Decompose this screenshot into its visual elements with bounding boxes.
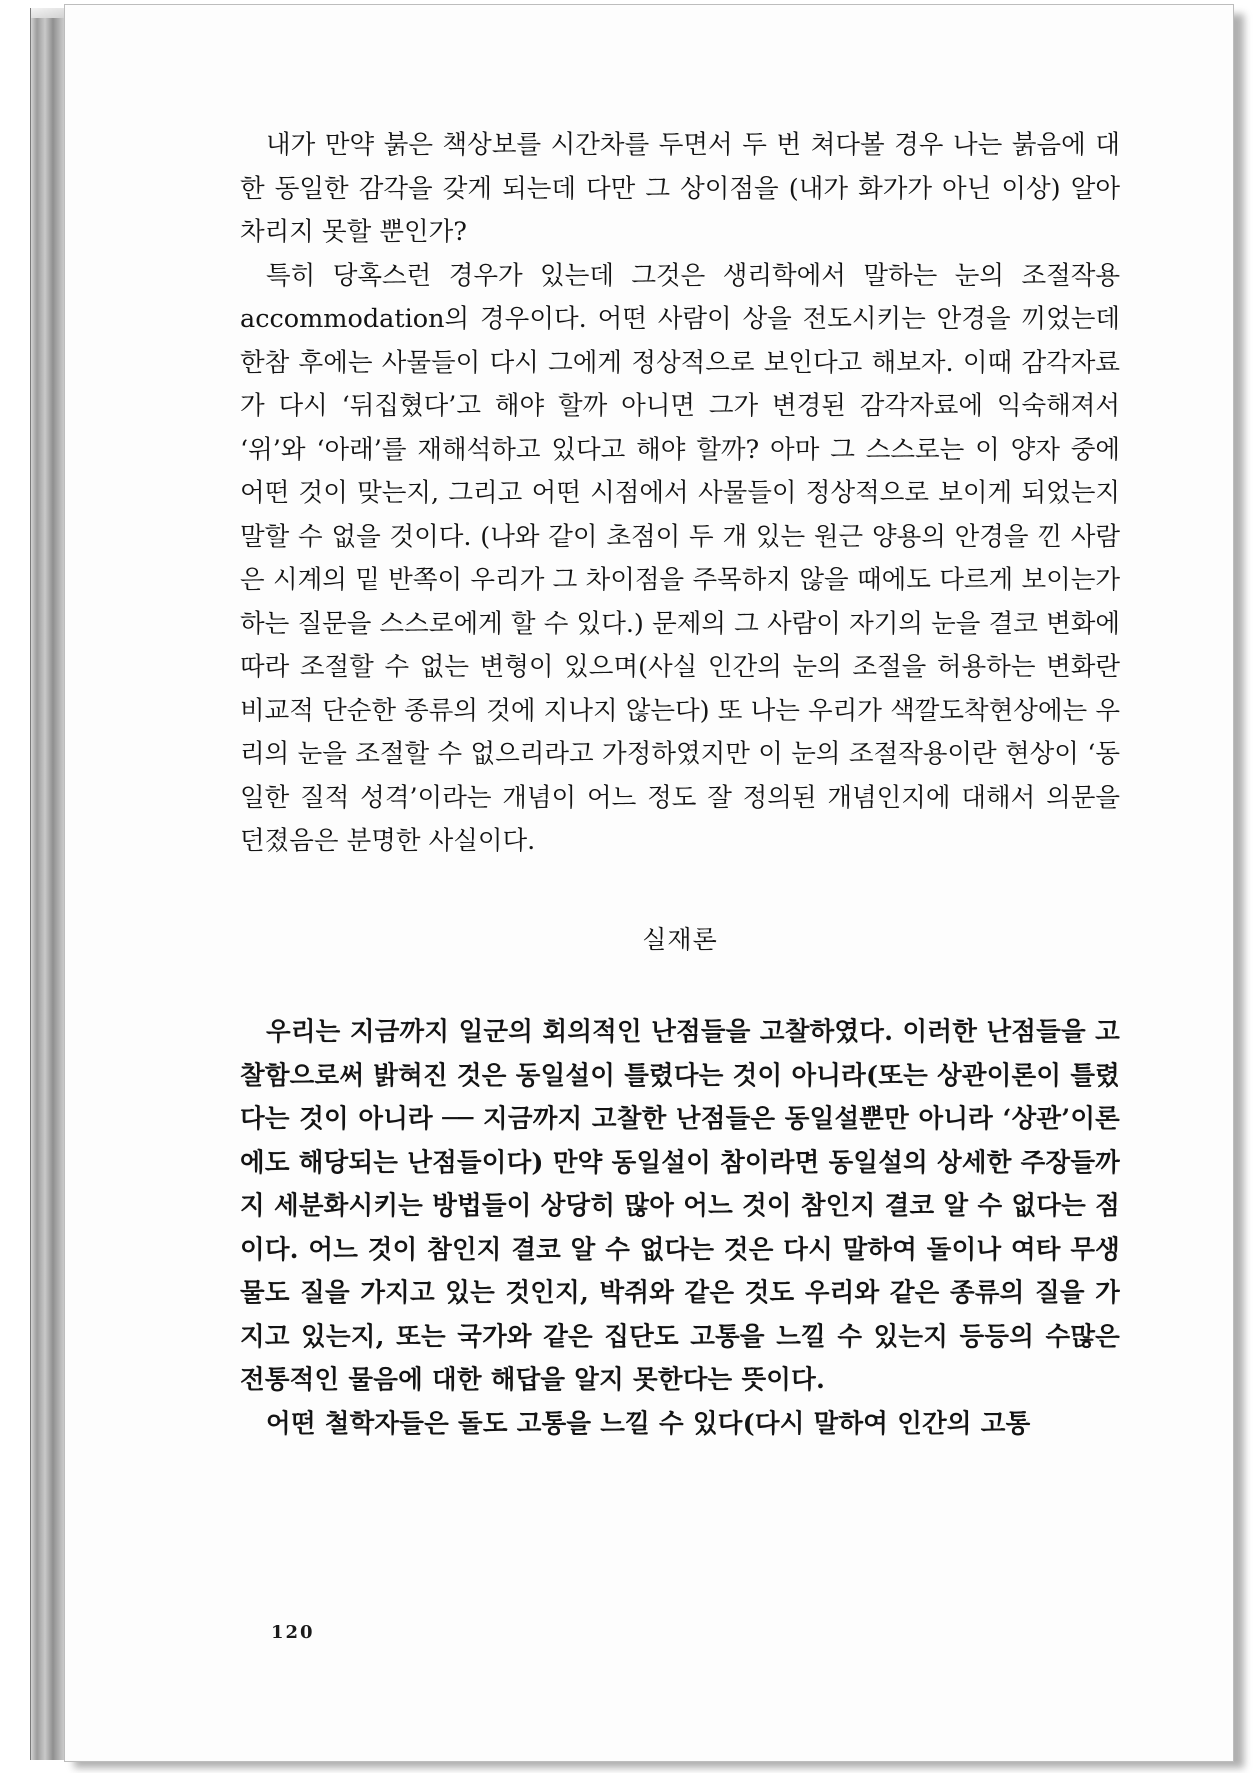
paragraph: 특히 당혹스런 경우가 있는데 그것은 생리학에서 말하는 눈의 조절작용accommodation의 경우이다. 어떤 사람이 상을 전도시키는 안경을 끼었는데 한참 후에는 사물들이 다시 그에게 정상적으로 보인다고 해보자. 이때 감각자료가 다시 ‘뒤집혔다’고 해야 할까 아니면 그가 변경된 감각자료에 익숙해져서 ‘위’와 ‘아래’를 재해석하고 있다고 해야 할까? 아마 그 스스로는 이 양자 중에 어떤 것이 맞는지, 그리고 어떤 시점에서 사물들이 정상적으로 보이게 되었는지 말할 수 없을 것이다. (나와 같이 초점이 두 개 있는 원근 양용의 안경을 낀 사람은 시계의 밑 반쪽이 우리가 그 차이점을 주목하지 않을 때에도 다르게 보이는가 하는 질문을 스스로에게 할 수 있다.) 문제의 그 사람이 자기의 눈을 결코 변화에 따라 조절할 수 없는 변형이 있으며(사실 인간의 눈의 조절을 허용하는 변화란 비교적 단순한 종류의 것에 지나지 않는다) 또 나는 우리가 색깔도착현상에는 우리의 눈을 조절할 수 없으리라고 가정하였지만 이 눈의 조절작용이란 현상이 ‘동일한 질적 성격’이라는 개념이 어느 정도 잘 정의된 개념인지에 대해서 의문을 던졌음은 분명한 사실이다. [240,260,1120,856]
page-body [240,124,1120,1446]
section-heading: 실재론 [642,924,718,954]
page-number: 120 [271,1622,315,1643]
paragraph: 내가 만약 붉은 책상보를 시간차를 두면서 두 번 쳐다볼 경우 나는 붉음에 대한 동일한 감각을 갖게 되는데 다만 그 상이점을 (내가 화가가 아닌 이상) 알아차리지 못할 뿐인가? [240,130,1120,247]
paragraph: 어떤 철학자들은 돌도 고통을 느낄 수 있다(다시 말하여 인간의 고통 [266,1408,1031,1439]
paragraph: 우리는 지금까지 일군의 회의적인 난점들을 고찰하였다. 이러한 난점들을 고찰함으로써 밝혀진 것은 동일설이 틀렸다는 것이 아니라(또는 상관이론이 틀렸다는 것이 아니라 ── 지금까지 고찰한 난점들은 동일설뿐만 아니라 ‘상관’이론에도 해당되는 난점들이다) 만약 동일설이 참이라면 동일설의 상세한 주장들까지 세분화시키는 방법들이 상당히 많아 어느 것이 참인지 결코 알 수 없다는 점이다. 어느 것이 참인지 결코 알 수 없다는 것은 다시 말하여 돌이나 여타 무생물도 질을 가지고 있는 것인지, 박쥐와 같은 것도 우리와 같은 종류의 질을 가지고 있는지, 또는 국가와 같은 집단도 고통을 느낄 수 있는지 등등의 수많은 전통적인 물음에 대한 해답을 알지 못한다는 뜻이다. [240,1017,1120,1395]
